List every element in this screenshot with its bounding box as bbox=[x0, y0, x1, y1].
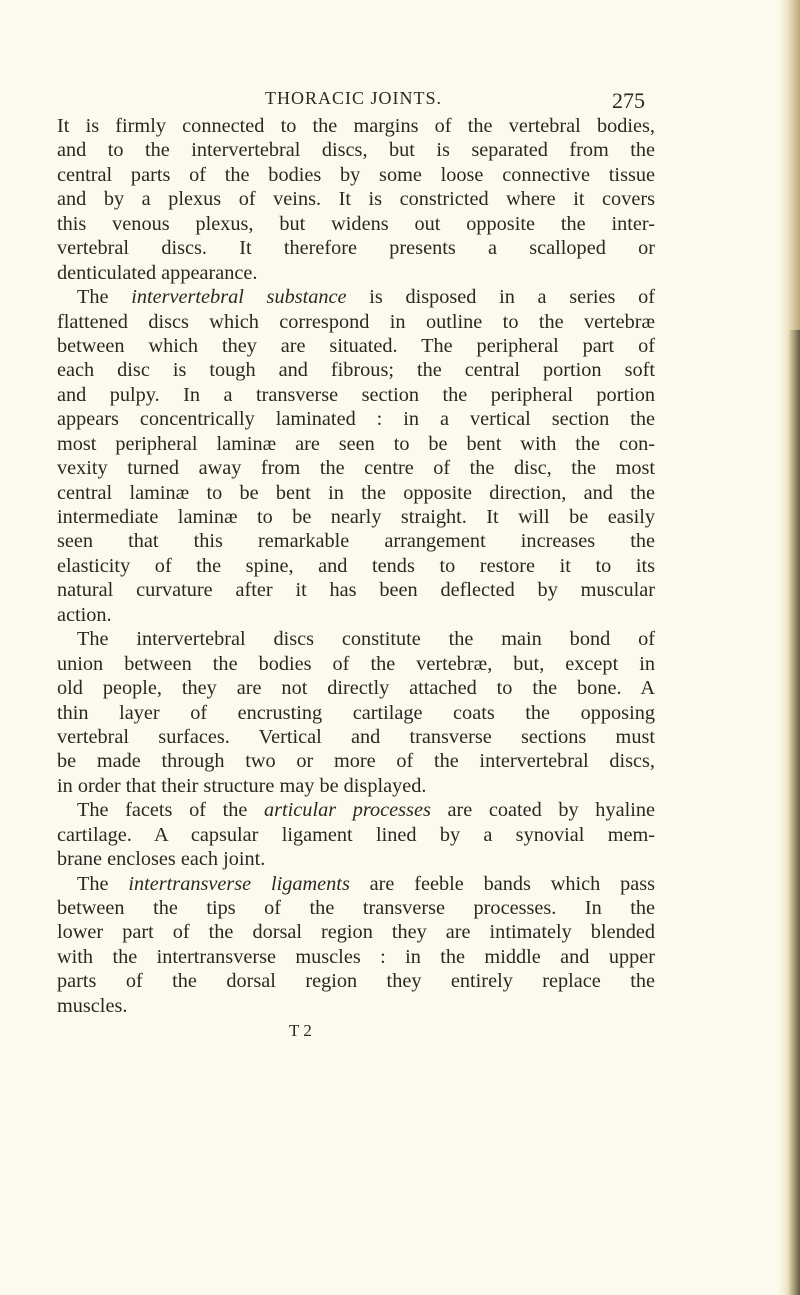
text-segment: old people, they are not directly attached to the bone. A bbox=[57, 677, 655, 700]
text-line bbox=[57, 554, 655, 578]
text-segment: seen that this remarkable arrangement increases the bbox=[57, 530, 655, 553]
text-line bbox=[57, 481, 655, 505]
text-line bbox=[57, 236, 655, 260]
paragraph bbox=[57, 114, 655, 285]
italic-term: intervertebral substance bbox=[131, 286, 347, 309]
page-binding-shadow bbox=[788, 330, 800, 1295]
paragraph bbox=[57, 872, 655, 1019]
text-segment: parts of the dorsal region they entirely replace the bbox=[57, 970, 655, 993]
text-line bbox=[57, 432, 655, 456]
text-line bbox=[57, 383, 655, 407]
italic-term: articular processes bbox=[264, 799, 431, 822]
text-segment: brane encloses each joint. bbox=[57, 848, 266, 871]
text-line bbox=[57, 627, 655, 651]
text-segment: vertebral surfaces. Vertical and transverse sections must bbox=[57, 725, 655, 748]
text-line bbox=[57, 920, 655, 944]
text-segment: with the intertransverse muscles : in the middle and upper bbox=[57, 945, 655, 968]
text-segment: in order that their structure may be displayed. bbox=[57, 774, 427, 797]
text-line bbox=[57, 701, 655, 725]
text-line bbox=[57, 187, 655, 211]
text-segment: appears concentrically laminated : in a vertical section the bbox=[57, 408, 655, 431]
text-line bbox=[57, 334, 655, 358]
text-segment: action. bbox=[57, 603, 112, 626]
text-segment: union between the bodies of the vertebræ, but, except in bbox=[57, 652, 655, 675]
text-line bbox=[57, 652, 655, 676]
text-line bbox=[57, 285, 655, 309]
text-segment: muscles. bbox=[57, 994, 128, 1017]
text-line bbox=[57, 578, 655, 602]
text-segment: are feeble bands which pass bbox=[349, 872, 656, 895]
text-segment: this venous plexus, but widens out opposite the inter- bbox=[57, 212, 655, 235]
running-head: THORACIC JOINTS. bbox=[265, 88, 443, 108]
text-segment: between which they are situated. The peripheral part of bbox=[57, 334, 655, 357]
text-segment: each disc is tough and fibrous; the central portion soft bbox=[57, 359, 655, 382]
page-number: 275 bbox=[612, 88, 645, 113]
text-segment: and pulpy. In a transverse section the peripheral portion bbox=[57, 383, 655, 406]
paragraph bbox=[57, 627, 655, 798]
italic-term: intertransverse ligaments bbox=[128, 872, 350, 895]
text-segment: The bbox=[77, 872, 129, 895]
text-segment: lower part of the dorsal region they are intimately blended bbox=[57, 921, 655, 944]
text-segment: The facets of the bbox=[77, 799, 264, 822]
text-line bbox=[57, 969, 655, 993]
text-segment: and to the intervertebral discs, but is separated from the bbox=[57, 139, 655, 162]
text-line bbox=[57, 749, 655, 773]
paragraph bbox=[57, 285, 655, 627]
text-segment: flattened discs which correspond in outline to the vertebræ bbox=[57, 310, 655, 333]
text-line bbox=[57, 358, 655, 382]
text-segment: The intervertebral discs constitute the main bond of bbox=[77, 628, 655, 651]
text-segment: natural curvature after it has been deflected by muscular bbox=[57, 579, 655, 602]
text-segment: be made through two or more of the intervertebral discs, bbox=[57, 750, 655, 773]
text-segment: intermediate laminæ to be nearly straight. It will be easily bbox=[57, 506, 655, 528]
text-segment: are coated by hyaline bbox=[430, 799, 655, 822]
text-segment: between the tips of the transverse processes. In the bbox=[57, 897, 655, 919]
text-line bbox=[57, 163, 655, 187]
text-segment: The bbox=[77, 286, 132, 309]
paragraph bbox=[57, 798, 655, 871]
text-line bbox=[57, 945, 655, 969]
text-line bbox=[57, 456, 655, 480]
text-line bbox=[57, 114, 655, 138]
text-segment: vertebral discs. It therefore presents a scalloped or bbox=[57, 237, 655, 260]
text-line bbox=[57, 529, 655, 553]
text-line bbox=[57, 261, 655, 285]
text-segment: and by a plexus of veins. It is constricted where it covers bbox=[57, 188, 655, 211]
text-line bbox=[57, 310, 655, 334]
text-line bbox=[57, 138, 655, 162]
text-line bbox=[57, 774, 655, 798]
text-segment: central laminæ to be bent in the opposite direction, and the bbox=[57, 481, 655, 504]
text-segment: central parts of the bodies by some loose connective tissue bbox=[57, 163, 655, 186]
text-segment: most peripheral laminæ are seen to be bent with the con- bbox=[57, 432, 655, 455]
body-text bbox=[57, 114, 655, 1018]
text-segment: vexity turned away from the centre of the disc, the most bbox=[57, 457, 655, 480]
text-segment: denticulated appearance. bbox=[57, 261, 258, 284]
text-line bbox=[57, 872, 655, 896]
text-line bbox=[57, 505, 655, 529]
text-line bbox=[57, 798, 655, 822]
text-line bbox=[57, 847, 655, 871]
text-line bbox=[57, 823, 655, 847]
text-line bbox=[57, 407, 655, 431]
text-segment: cartilage. A capsular ligament lined by a synovial mem- bbox=[57, 823, 655, 846]
text-line bbox=[57, 725, 655, 749]
text-line bbox=[57, 212, 655, 236]
text-line bbox=[57, 676, 655, 700]
text-line bbox=[57, 994, 655, 1018]
text-segment: is disposed in a series of bbox=[346, 286, 655, 309]
text-segment: elasticity of the spine, and tends to restore it to its bbox=[57, 554, 655, 577]
text-segment: thin layer of encrusting cartilage coats the opposing bbox=[57, 701, 655, 724]
text-line bbox=[57, 603, 655, 627]
signature-mark: T 2 bbox=[289, 1021, 312, 1040]
text-line bbox=[57, 896, 655, 920]
text-segment: It is firmly connected to the margins of the vertebral bodies, bbox=[57, 115, 655, 137]
